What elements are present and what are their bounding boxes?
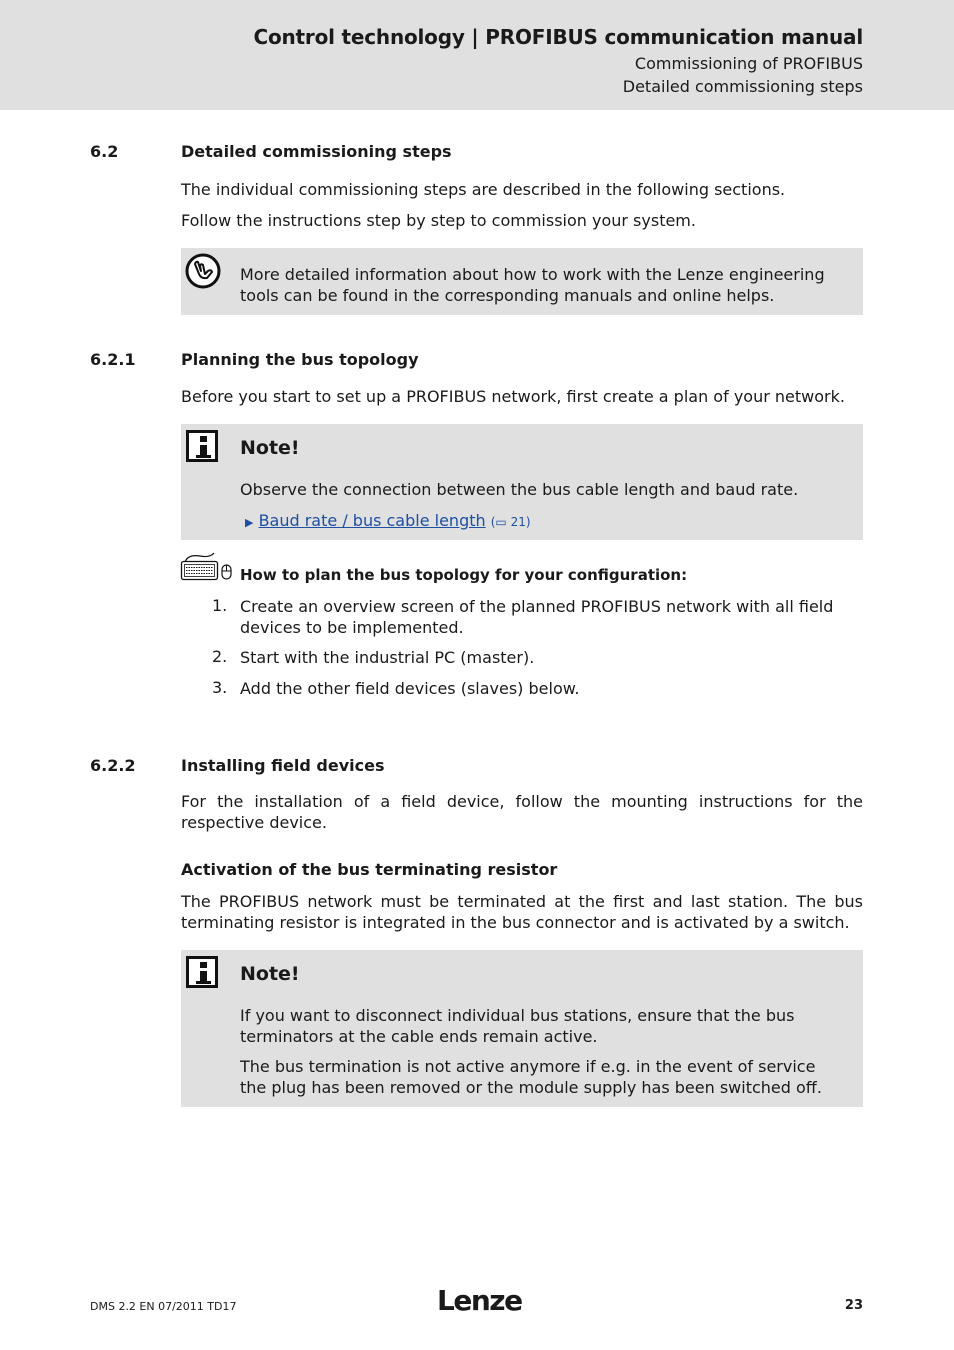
tip-text: More detailed information about how to work with the Lenze engineering tools can be found in the corresponding manuals and online helps.	[240, 265, 825, 305]
subheading: Activation of the bus terminating resistor	[181, 860, 558, 879]
howto-heading: How to plan the bus topology for your configuration:	[240, 566, 688, 584]
tip-box	[181, 248, 863, 315]
note-box	[181, 424, 863, 540]
step-number: 3.	[212, 678, 228, 697]
book-icon: ▭	[495, 515, 507, 529]
chapter-title: Commissioning of PROFIBUS	[634, 54, 863, 73]
triangle-right-icon: ▶	[245, 516, 254, 529]
lenze-logo: Lenze	[437, 1284, 522, 1317]
section-number: 6.2	[90, 142, 119, 161]
manual-title: Control technology | PROFIBUS communication manual	[253, 25, 863, 49]
note-box	[181, 950, 863, 1107]
paragraph: Follow the instructions step by step to commission your system.	[181, 211, 696, 230]
step-number: 1.	[212, 596, 228, 615]
note-text: Observe the connection between the bus cable length and baud rate.	[240, 480, 799, 499]
keyboard-mouse-icon	[180, 552, 234, 582]
paragraph: Before you start to set up a PROFIBUS network, first create a plan of your network.	[181, 387, 845, 406]
page-header	[0, 0, 954, 110]
section-heading: Installing field devices	[181, 756, 385, 775]
baud-rate-link[interactable]: Baud rate / bus cable length	[258, 511, 486, 530]
step-number: 2.	[212, 647, 228, 666]
paragraph: The individual commissioning steps are described in the following sections.	[181, 180, 786, 199]
step-text: Start with the industrial PC (master).	[240, 648, 535, 667]
page-number: 23	[844, 1298, 863, 1313]
step-text: Create an overview screen of the planned PROFIBUS network with all field devices to be implemented.	[240, 597, 834, 637]
info-icon	[186, 430, 218, 462]
section-number: 6.2.2	[90, 756, 136, 775]
info-icon	[186, 956, 218, 988]
document-id: DMS 2.2 EN 07/2011 TD17	[90, 1300, 237, 1313]
paragraph: The PROFIBUS network must be terminated at the first and last station. The bus terminating resistor is integrated in the bus connector and is activated by a switch.	[181, 892, 863, 932]
tip-hand-icon	[184, 252, 222, 290]
section-title: Detailed commissioning steps	[622, 77, 863, 96]
cross-reference	[245, 510, 531, 533]
note-text: If you want to disconnect individual bus stations, ensure that the bus terminators at the cable ends remain active.	[240, 1006, 795, 1046]
step-text: Add the other field devices (slaves) below.	[240, 679, 580, 698]
paragraph: For the installation of a field device, follow the mounting instructions for the respective device.	[181, 792, 863, 832]
note-text: The bus termination is not active anymore if e.g. in the event of service the plug has been removed or the module supply has been switched off.	[240, 1057, 822, 1097]
note-heading: Note!	[240, 437, 300, 459]
page-reference[interactable]: (▭ 21)	[490, 515, 531, 529]
section-number: 6.2.1	[90, 350, 136, 369]
note-heading: Note!	[240, 963, 300, 985]
section-heading: Planning the bus topology	[181, 350, 419, 369]
section-heading: Detailed commissioning steps	[181, 142, 452, 161]
